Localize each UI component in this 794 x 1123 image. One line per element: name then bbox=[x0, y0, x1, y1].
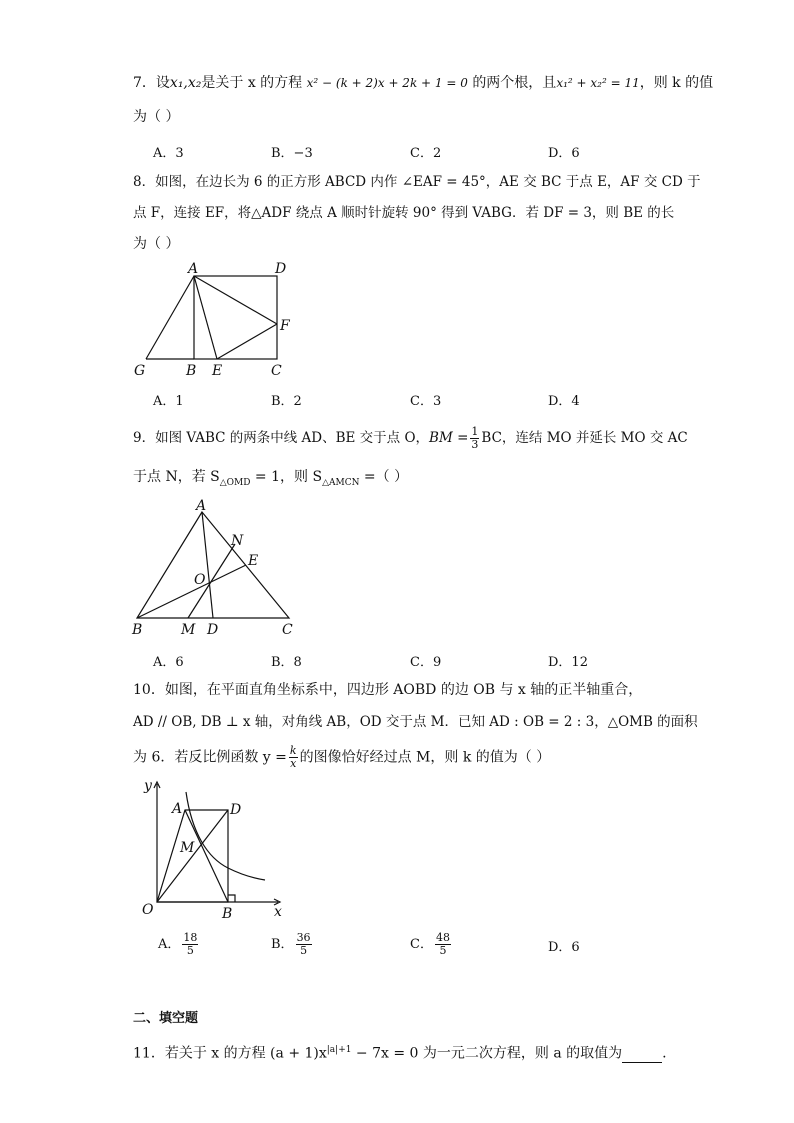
q9-option-b[interactable]: B．8 bbox=[271, 655, 302, 670]
q8-line1: 8．如图，在边长为 6 的正方形 ABCD 内作 ∠EAF = 45°，AE 交 BC 于点 E，AF 交 CD 于 bbox=[133, 174, 701, 190]
q8-option-d[interactable]: D．4 bbox=[548, 394, 580, 409]
q9-label-n: N bbox=[231, 533, 244, 549]
q9-line2: 于点 N，若 $S_{\triangle OMD} = 1$，则 $S_{\triangle AMCN}$ =（ ） bbox=[133, 469, 409, 488]
q10-fraction: $\frac{k}{x}$ bbox=[289, 744, 297, 770]
q7-option-a[interactable]: A．3 bbox=[153, 146, 184, 161]
q10-line3: 为 6．若反比例函数 y = $\frac{k}{x}$ 的图像恰好经过点 M，则 k 的值为（ ） bbox=[133, 744, 551, 770]
q8-label-c: C bbox=[271, 363, 282, 379]
section-heading: 二、填空题 bbox=[133, 1011, 199, 1026]
q8-line3: 为（ ） bbox=[133, 236, 180, 252]
q8-label-f: F bbox=[280, 318, 290, 334]
q10-option-c[interactable]: C． $\frac{48}{5}$ bbox=[410, 931, 450, 957]
q9-label-c: C bbox=[282, 622, 293, 638]
q9-option-a[interactable]: A．6 bbox=[153, 655, 184, 670]
q8-label-b: B bbox=[186, 363, 197, 379]
q7-option-d[interactable]: D．6 bbox=[548, 146, 580, 161]
q10-figure bbox=[128, 774, 298, 924]
q10-label-x: x bbox=[274, 904, 282, 920]
q10-label-y: y bbox=[144, 778, 152, 794]
q9-label-e: E bbox=[248, 553, 259, 569]
q8-label-g: G bbox=[134, 363, 146, 379]
q10-line2: AD // OB, DB ⊥ x 轴，对角线 AB，OD 交于点 M．已知 AD : OB = 2 : 3，△OMB 的面积 bbox=[133, 714, 698, 730]
q7-line1: 7．设x₁,x₂是关于 x 的方程 x² − (k + 2)x + 2k + 1 = 0 的两个根，且x₁² + x₂² = 11，则 k 的值 bbox=[133, 75, 714, 91]
q9-figure bbox=[128, 498, 308, 640]
q9-label-o: O bbox=[194, 572, 206, 588]
q8-option-b[interactable]: B．2 bbox=[271, 394, 302, 409]
q7-equation: x² − (k + 2)x + 2k + 1 = 0 bbox=[306, 76, 468, 90]
q8-label-e: E bbox=[212, 363, 223, 379]
q10-label-b: B bbox=[222, 906, 233, 922]
q8-figure bbox=[128, 255, 308, 385]
q8-option-c[interactable]: C．3 bbox=[410, 394, 442, 409]
q10-line1: 10．如图，在平面直角坐标系中，四边形 AOBD 的边 OB 与 x 轴的正半轴重合， bbox=[133, 682, 643, 698]
q7-option-c[interactable]: C．2 bbox=[410, 146, 442, 161]
q9-label-m: M bbox=[181, 622, 196, 638]
q7-condition: x₁² + x₂² = 11 bbox=[556, 76, 640, 90]
q10-option-b[interactable]: B． $\frac{36}{5}$ bbox=[271, 931, 311, 957]
q7-option-b[interactable]: B．−3 bbox=[271, 146, 313, 161]
q10-label-m: M bbox=[180, 840, 195, 856]
q9-option-d[interactable]: D．12 bbox=[548, 655, 588, 670]
q8-line2: 点 F，连接 EF，将△ADF 绕点 A 顺时针旋转 90° 得到 VABG．若 DF = 3，则 BE 的长 bbox=[133, 205, 675, 221]
q9-fraction: $\frac{1}{3}$ bbox=[471, 425, 479, 451]
q9-option-c[interactable]: C．9 bbox=[410, 655, 442, 670]
q9-label-d: D bbox=[207, 622, 219, 638]
q7-line2: 为（ ） bbox=[133, 109, 180, 125]
q8-option-a[interactable]: A．1 bbox=[153, 394, 184, 409]
q10-label-o: O bbox=[142, 902, 154, 918]
q8-label-a: A bbox=[188, 261, 199, 277]
q11-answer-blank[interactable] bbox=[622, 1048, 662, 1063]
q10-label-a: A bbox=[172, 801, 183, 817]
q9-line1: 9．如图 VABC 的两条中线 AD、BE 交于点 O，BM = $\frac{1}{3}$ BC，连结 MO 并延长 MO 交 AC bbox=[133, 425, 688, 451]
q8-label-d: D bbox=[275, 261, 287, 277]
q10-option-d[interactable]: D．6 bbox=[548, 940, 580, 955]
q10-option-a[interactable]: A． $\frac{18}{5}$ bbox=[158, 931, 198, 957]
q9-label-b: B bbox=[132, 622, 143, 638]
q9-label-a: A bbox=[196, 498, 207, 514]
q11-line: 11．若关于 x 的方程 $(a + 1)x^{|a|+1} - 7x = 0$ 为一元二次方程，则 a 的取值为 . bbox=[133, 1045, 667, 1062]
q10-label-d: D bbox=[230, 802, 242, 818]
